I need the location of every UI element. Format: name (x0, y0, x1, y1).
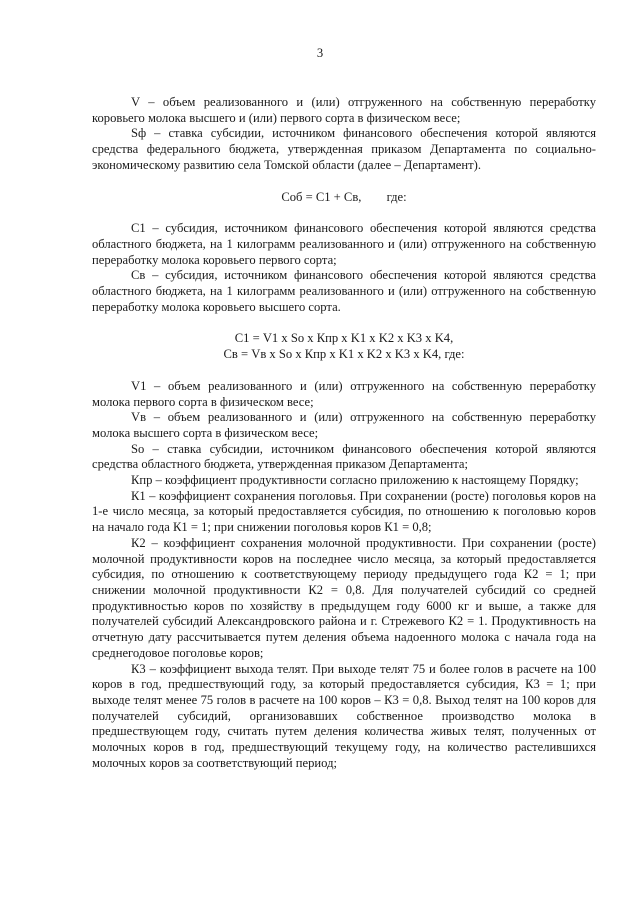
definition-k1: К1 – коэффициент сохранения поголовья. При сохранении (росте) поголовья коров на 1-е число месяца, за который предоставляется субсидия, по отношению к поголовью коров на начало года К1 = 1; при снижении поголовья коров К1 = 0,8; (92, 488, 596, 535)
definition-kpr: Кпр – коэффициент продуктивности согласно приложению к настоящему Порядку; (131, 473, 579, 488)
page-number: 3 (316, 46, 324, 60)
definition-so: Sо – ставка субсидии, источником финансового обеспечения которой являются средства областного бюджета, утвержденная приказом Департамента; (92, 441, 596, 472)
definition-sf: Sф – ставка субсидии, источником финансового обеспечения которой являются средства федерального бюджета, утвержденная приказом Департамента по социально-экономическому развитию села Томской области (далее – Департамент). (92, 126, 596, 172)
document-body (92, 95, 596, 771)
formula-cv: Св = Vв x So x Кпр x K1 x K2 x K3 x K4, где: (223, 347, 465, 362)
formula-c1: С1 = V1 x So x Кпр x K1 x K2 x K3 x K4, (234, 331, 454, 346)
definition-vv: Vв – объем реализованного и (или) отгруженного на собственную переработку молока высшего сорта в физическом весе; (92, 410, 596, 440)
definition-v: V – объем реализованного и (или) отгруженного на собственную переработку коровьего молока высшего и (или) первого сорта в физическом весе; (92, 95, 596, 125)
definition-k2: К2 – коэффициент сохранения молочной продуктивности. При сохранении (росте) молочной продуктивности коров на последнее число месяца, за который предоставляется субсидия, по отношению к соответствующему периоду предыдущего года К2 = 1; при снижении молочной продуктивности К2 = 0,8. Для получателей субсидий со средней продуктивностью коров по хозяйству в предыдущем году 6000 кг и выше, а также для получателей субсидий Александровского района и г. Стрежевого К2 = 1. Продуктивность на отчетную дату рассчитывается путем деления объема надоенного молока с начала года на среднегодовое поголовье коров; (92, 535, 596, 660)
definition-k3: К3 – коэффициент выхода телят. При выходе телят 75 и более голов в расчете на 100 коров в год, предшествующий году, за который предоставляется субсидия, К3 = 1; при выходе телят менее 75 голов в расчете на 100 коров – К3 = 0,8. Выход телят на 100 коров для получателей субсидий, организовавших собственное производство молока в предшествующем году, считать путем деления количества живых телят, полученных от молочных коров в год, предшествующий текущему году, на количество растелившихся молочных коров за соответствующий период; (92, 661, 596, 770)
formula-sob: Соб = С1 + Св, где: (281, 189, 407, 204)
definition-c1: С1 – субсидия, источником финансового обеспечения которой являются средства областного бюджета, на 1 килограмм реализованного и (или) отгруженного на собственную переработку молока коровьего первого сорта; (92, 221, 596, 267)
definition-cv: Св – субсидия, источником финансового обеспечения которой являются средства областного бюджета, на 1 килограмм реализованного и (или) отгруженного на собственную переработку молока коровьего высшего сорта. (92, 268, 596, 314)
definition-v1: V1 – объем реализованного и (или) отгруженного на собственную переработку молока первого сорта в физическом весе; (92, 378, 596, 409)
